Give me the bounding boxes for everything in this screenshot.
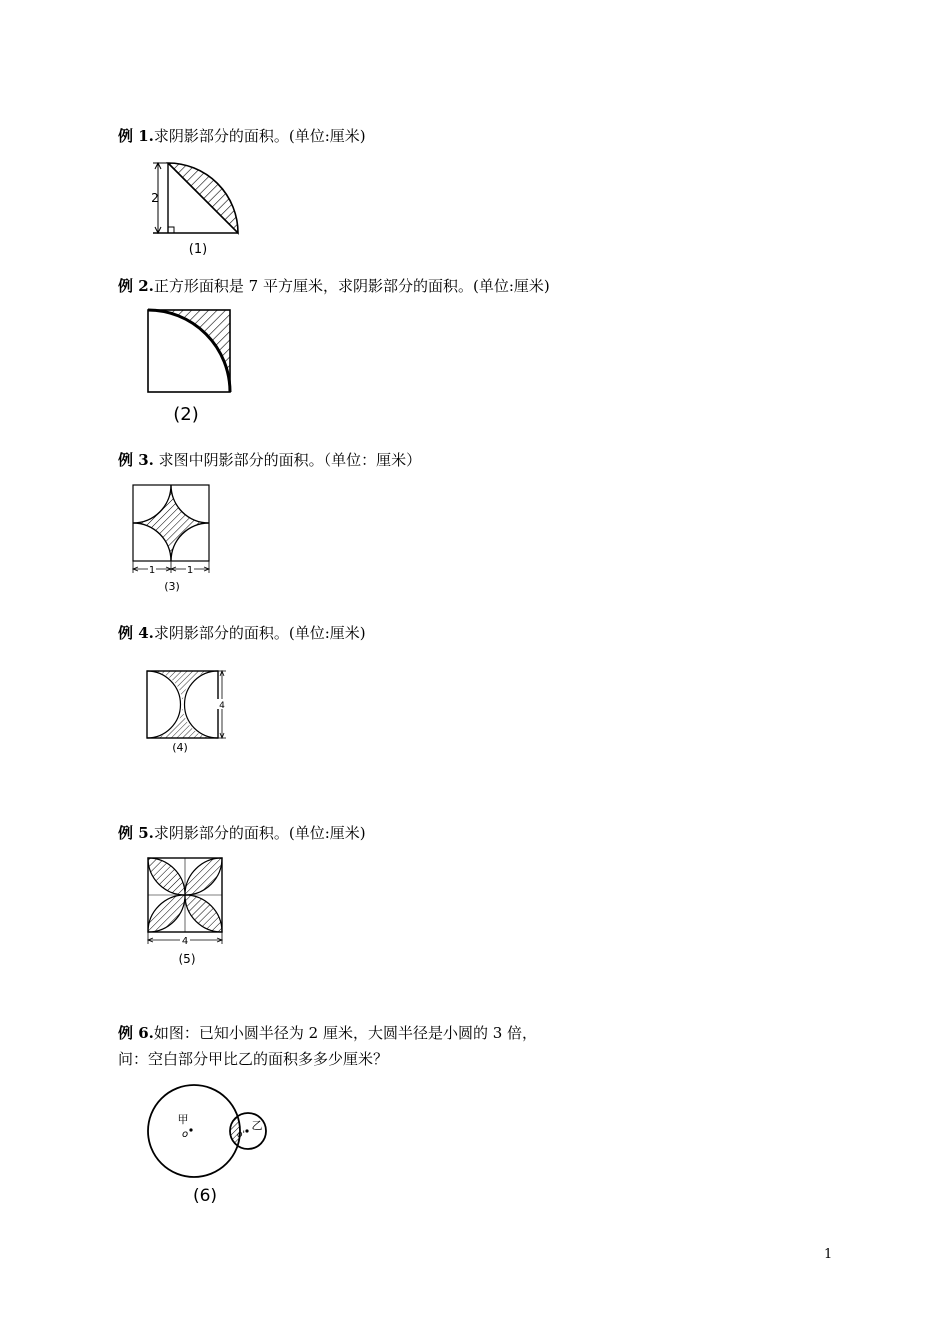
figure-5-petal-top-right xyxy=(185,858,222,895)
example-2-question xyxy=(118,275,550,297)
example-2-text: 正方形面积是 7 平方厘米，求阴影部分的面积。(单位:厘米) xyxy=(153,277,550,295)
figure-6-big-label: 甲 xyxy=(177,1113,189,1126)
example-1-text: 求阴影部分的面积。(单位:厘米) xyxy=(153,127,366,145)
example-3-text: 求图中阴影部分的面积。（单位：厘米） xyxy=(153,451,422,469)
figure-5-petal-top-left xyxy=(148,858,185,895)
figure-1-dim: 2 xyxy=(151,191,159,205)
figure-5-petal-bottom-left xyxy=(148,895,185,932)
figure-3 xyxy=(128,480,218,595)
figure-4 xyxy=(142,665,232,760)
example-6-question xyxy=(118,1022,537,1044)
example-5-text: 求阴影部分的面积。(单位:厘米) xyxy=(153,824,366,842)
figure-3-dim-left: 1 xyxy=(148,565,156,576)
example-4-question xyxy=(118,622,366,644)
example-5-question xyxy=(118,822,366,844)
example-3-label: 例 3. xyxy=(118,451,154,469)
example-6-label: 例 6. xyxy=(118,1024,154,1042)
example-6-text: 如图：已知小圆半径为 2 厘米，大圆半径是小圆的 3 倍， xyxy=(153,1024,538,1042)
figure-4-caption: (4) xyxy=(172,741,188,754)
example-4-label: 例 4. xyxy=(118,624,154,642)
example-6-text-2: 问：空白部分甲比乙的面积多多少厘米？ xyxy=(118,1050,389,1068)
example-1-question xyxy=(118,125,366,147)
figure-5 xyxy=(142,852,232,970)
figure-5-petal-bottom-right xyxy=(185,895,222,932)
figure-5-dim: 4 xyxy=(181,936,189,947)
figure-4-shaded-region xyxy=(147,671,218,738)
figure-6-caption: (6) xyxy=(192,1186,218,1206)
figure-6-small-center: o' xyxy=(237,1130,245,1140)
figure-3-shaded-star xyxy=(133,485,209,561)
figure-2-caption: (2) xyxy=(173,404,199,425)
example-4-text: 求阴影部分的面积。(单位:厘米) xyxy=(153,624,366,642)
figure-6-big-circle xyxy=(148,1085,240,1177)
figure-6-big-center: o xyxy=(181,1129,189,1140)
example-5-label: 例 5. xyxy=(118,824,154,842)
figure-4-dim: 4 xyxy=(219,701,225,711)
figure-5-caption: (5) xyxy=(178,952,196,966)
figure-1-caption: (1) xyxy=(188,242,208,257)
figure-2 xyxy=(140,302,245,427)
example-1-label: 例 1. xyxy=(118,127,154,145)
example-3-question xyxy=(118,449,421,471)
example-2-label: 例 2. xyxy=(118,277,154,295)
page-number: 1 xyxy=(824,1247,833,1262)
figure-3-dim-right: 1 xyxy=(186,565,194,576)
example-6-question-line-2 xyxy=(118,1048,388,1070)
figure-1 xyxy=(145,155,255,260)
figure-6 xyxy=(138,1075,278,1215)
figure-3-caption: (3) xyxy=(164,580,180,593)
figure-6-small-label: 乙 xyxy=(251,1119,263,1132)
